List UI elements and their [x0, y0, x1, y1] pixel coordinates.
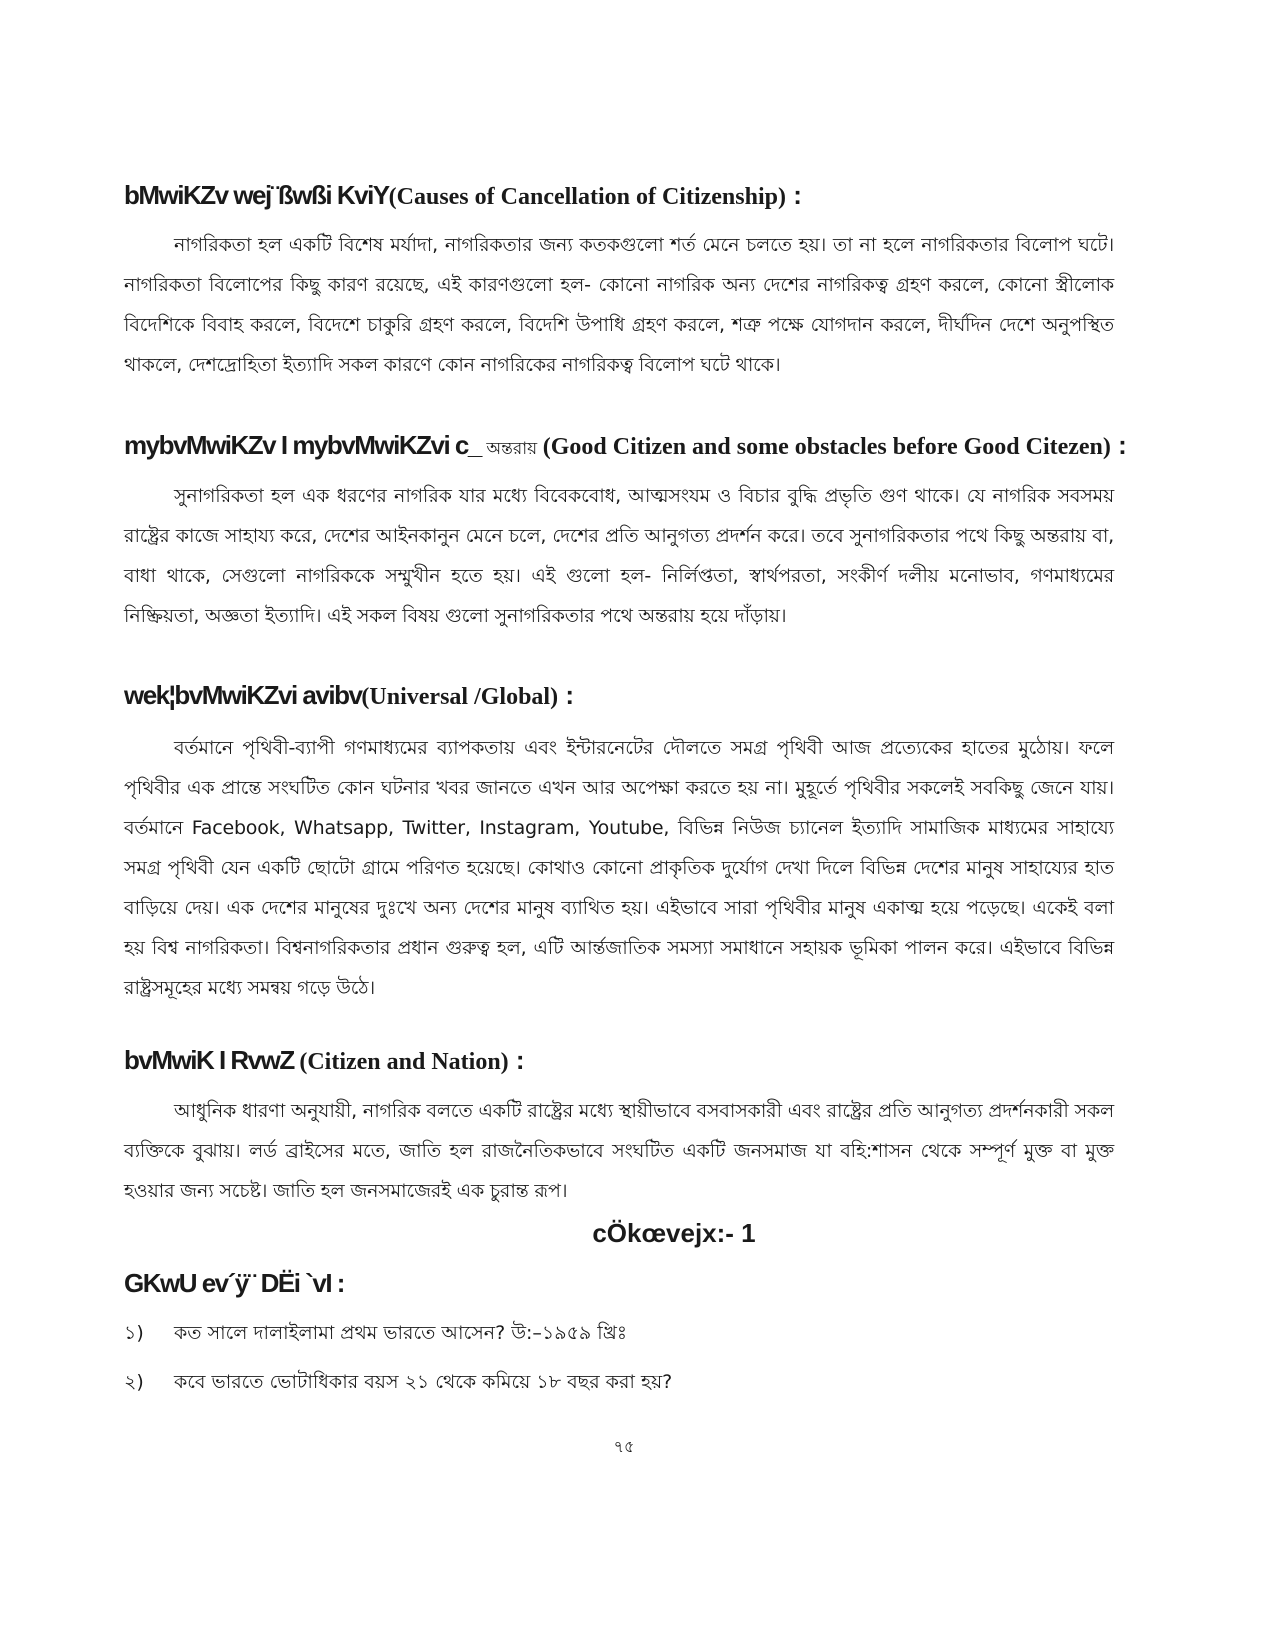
- paragraph-global: বর্তমানে পৃথিবী-ব্যাপী গণমাধ্যমের ব্যাপকতায় এবং ইন্টারনেটের দৌলতে সমগ্র পৃথিবী আজ প্রত্যেকের হাতের মুঠোয়। ফলে পৃথিবীর এক প্রান্তে সংঘটিত কোন ঘটনার খবর জানতে এখন আর অপেক্ষা করতে হয় না। মুহূর্তে পৃথিবীর সকলেই সবকিছু জেনে যায়। বর্তমানে Facebook, Whatsapp, Twitter, Instagram, Youtube, বিভিন্ন নিউজ চ্যানেল ইত্যাদি সামাজিক মাধ্যমের সাহায্যে সমগ্র পৃথিবী যেন একটি ছোটো গ্রামে পরিণত হয়েছে। কোথাও কোনো প্রাকৃতিক দুর্যোগ দেখা দিলে বিভিন্ন দেশের মানুষ সাহায্যের হাত বাড়িয়ে দেয়। এক দেশের মানুষের দুঃখে অন্য দেশের মানুষ ব্যাথিত হয়। এইভাবে সারা পৃথিবীর মানুষ একাত্ম হয়ে পড়েছে। একেই বলা হয় বিশ্ব নাগরিকতা। বিশ্বনাগরিকতার প্রধান গুরুত্ব হল, এটি আর্ন্তজাতিক সমস্যা সমাধানে সহায়ক ভূমিকা পালন করে। এইভাবে বিভিন্ন রাষ্ট্রসমূহের মধ্যে সমন্বয় গড়ে উঠে।: [124, 737, 1114, 999]
- question-item: [124, 1367, 1114, 1397]
- paragraph-citizen-nation: আধুনিক ধারণা অনুযায়ী, নাগরিক বলতে একটি রাষ্ট্রের মধ্যে স্থায়ীভাবে বসবাসকারী এবং রাষ্ট্রের প্রতি আনুগত্য প্রদর্শনকারী সকল ব্যক্তিকে বুঝায়। লর্ড ব্রাইসের মতে, জাতি হল রাজনৈতিকভাবে সংঘটিত একটি জনসমাজ যা বহি:শাসন থেকে সম্পূর্ণ মুক্ত বা মুক্ত হওয়ার জন্য সচেষ্ট। জাতি হল জনসমাজেরই এক চুরান্ত রূপ।: [124, 1100, 1114, 1202]
- heading-legacy-text: wek¦bvMwiKZvi avibv: [124, 680, 362, 710]
- exercise-subtitle: [124, 1266, 1114, 1304]
- document-page: [124, 0, 1127, 1651]
- question-number: ১): [124, 1322, 144, 1344]
- heading-english: (Citizen and Nation): [299, 1049, 509, 1075]
- paragraph-good-citizen: সুনাগরিকতা হল এক ধরণের নাগরিক যার মধ্যে বিবেকবোধ, আত্মসংযম ও বিচার বুদ্ধি প্রভৃতি গুণ থাকে। যে নাগরিক সবসময় রাষ্ট্রের কাজে সাহায্য করে, দেশের আইনকানুন মেনে চলে, দেশের প্রতি আনুগত্য প্রদর্শন করে। তবে সুনাগরিকতার পথে কিছু অন্তরায় বা, বাধা থাকে, সেগুলো নাগরিককে সম্মুখীন হতে হয়। এই গুলো হল- নির্লিপ্ততা, স্বার্থপরতা, সংকীর্ণ দলীয় মনোভাব, গণমাধ্যমের নিষ্ক্রিয়তা, অজ্ঞতা ইত্যাদি। এই সকল বিষয় গুলো সুনাগরিকতার পথে অন্তরায় হয়ে দাঁড়ায়।: [124, 485, 1114, 627]
- heading-legacy-text: bMwiKZv wej¨ßwßi KviY: [124, 180, 389, 210]
- heading-legacy-text: bvMwiK I RvwZ: [124, 1045, 294, 1075]
- heading-legacy-text: mybvMwiKZv I mybvMwiKZvi c_: [124, 430, 481, 460]
- paragraph-cancellation: নাগরিকতা হল একটি বিশেষ মর্যাদা, নাগরিকতার জন্য কতকগুলো শর্ত মেনে চলতে হয়। তা না হলে নাগরিকতার বিলোপ ঘটে। নাগরিকতা বিলোপের কিছু কারণ রয়েছে, এই কারণগুলো হল- কোনো নাগরিক অন্য দেশের নাগরিকত্ব গ্রহণ করলে, কোনো স্ত্রীলোক বিদেশিকে বিবাহ করলে, বিদেশে চাকুরি গ্রহণ করলে, বিদেশি উপাধি গ্রহণ করলে, শত্রু পক্ষে যোগদান করলে, দীর্ঘদিন দেশে অনুপস্থিত থাকলে, দেশদ্রোহিতা ইত্যাদি সকল কারণে কোন নাগরিকের নাগরিকত্ব বিলোপ ঘটে থাকে।: [124, 234, 1114, 376]
- heading-colon: :: [558, 680, 574, 710]
- section-heading-cancellation: [124, 178, 1114, 216]
- heading-english: (Good Citizen and some obstacles before Good Citezen): [542, 434, 1111, 460]
- heading-english: (Causes of Cancellation of Citizenship): [388, 184, 786, 210]
- page-number: ৭৫: [613, 1437, 635, 1456]
- section-heading-global: [124, 678, 1114, 716]
- exercise-subtitle-text: GKwU ev´ÿ¨ DËi `vI :: [124, 1268, 344, 1298]
- heading-english: (Universal /Global): [361, 684, 559, 710]
- question-item: [124, 1318, 1114, 1348]
- question-text: কবে ভারতে ভোটাধিকার বয়স ২১ থেকে কমিয়ে ১৮ বছর করা হয়?: [174, 1371, 673, 1393]
- exercise-title: cÖkœvejx:- 1: [592, 1218, 756, 1248]
- section-heading-citizen-nation: [124, 1043, 1114, 1081]
- heading-colon: :: [508, 1045, 525, 1075]
- question-number: ২): [124, 1371, 144, 1393]
- question-text: কত সালে দালাইলামা প্রথম ভারতে আসেন? উ:–১৯৫৯ খ্রিঃ: [174, 1322, 627, 1344]
- section-heading-good-citizen: [124, 428, 1127, 466]
- heading-bengali: অন্তরায়: [486, 439, 538, 459]
- heading-colon: :: [785, 180, 802, 210]
- heading-colon: :: [1110, 430, 1127, 460]
